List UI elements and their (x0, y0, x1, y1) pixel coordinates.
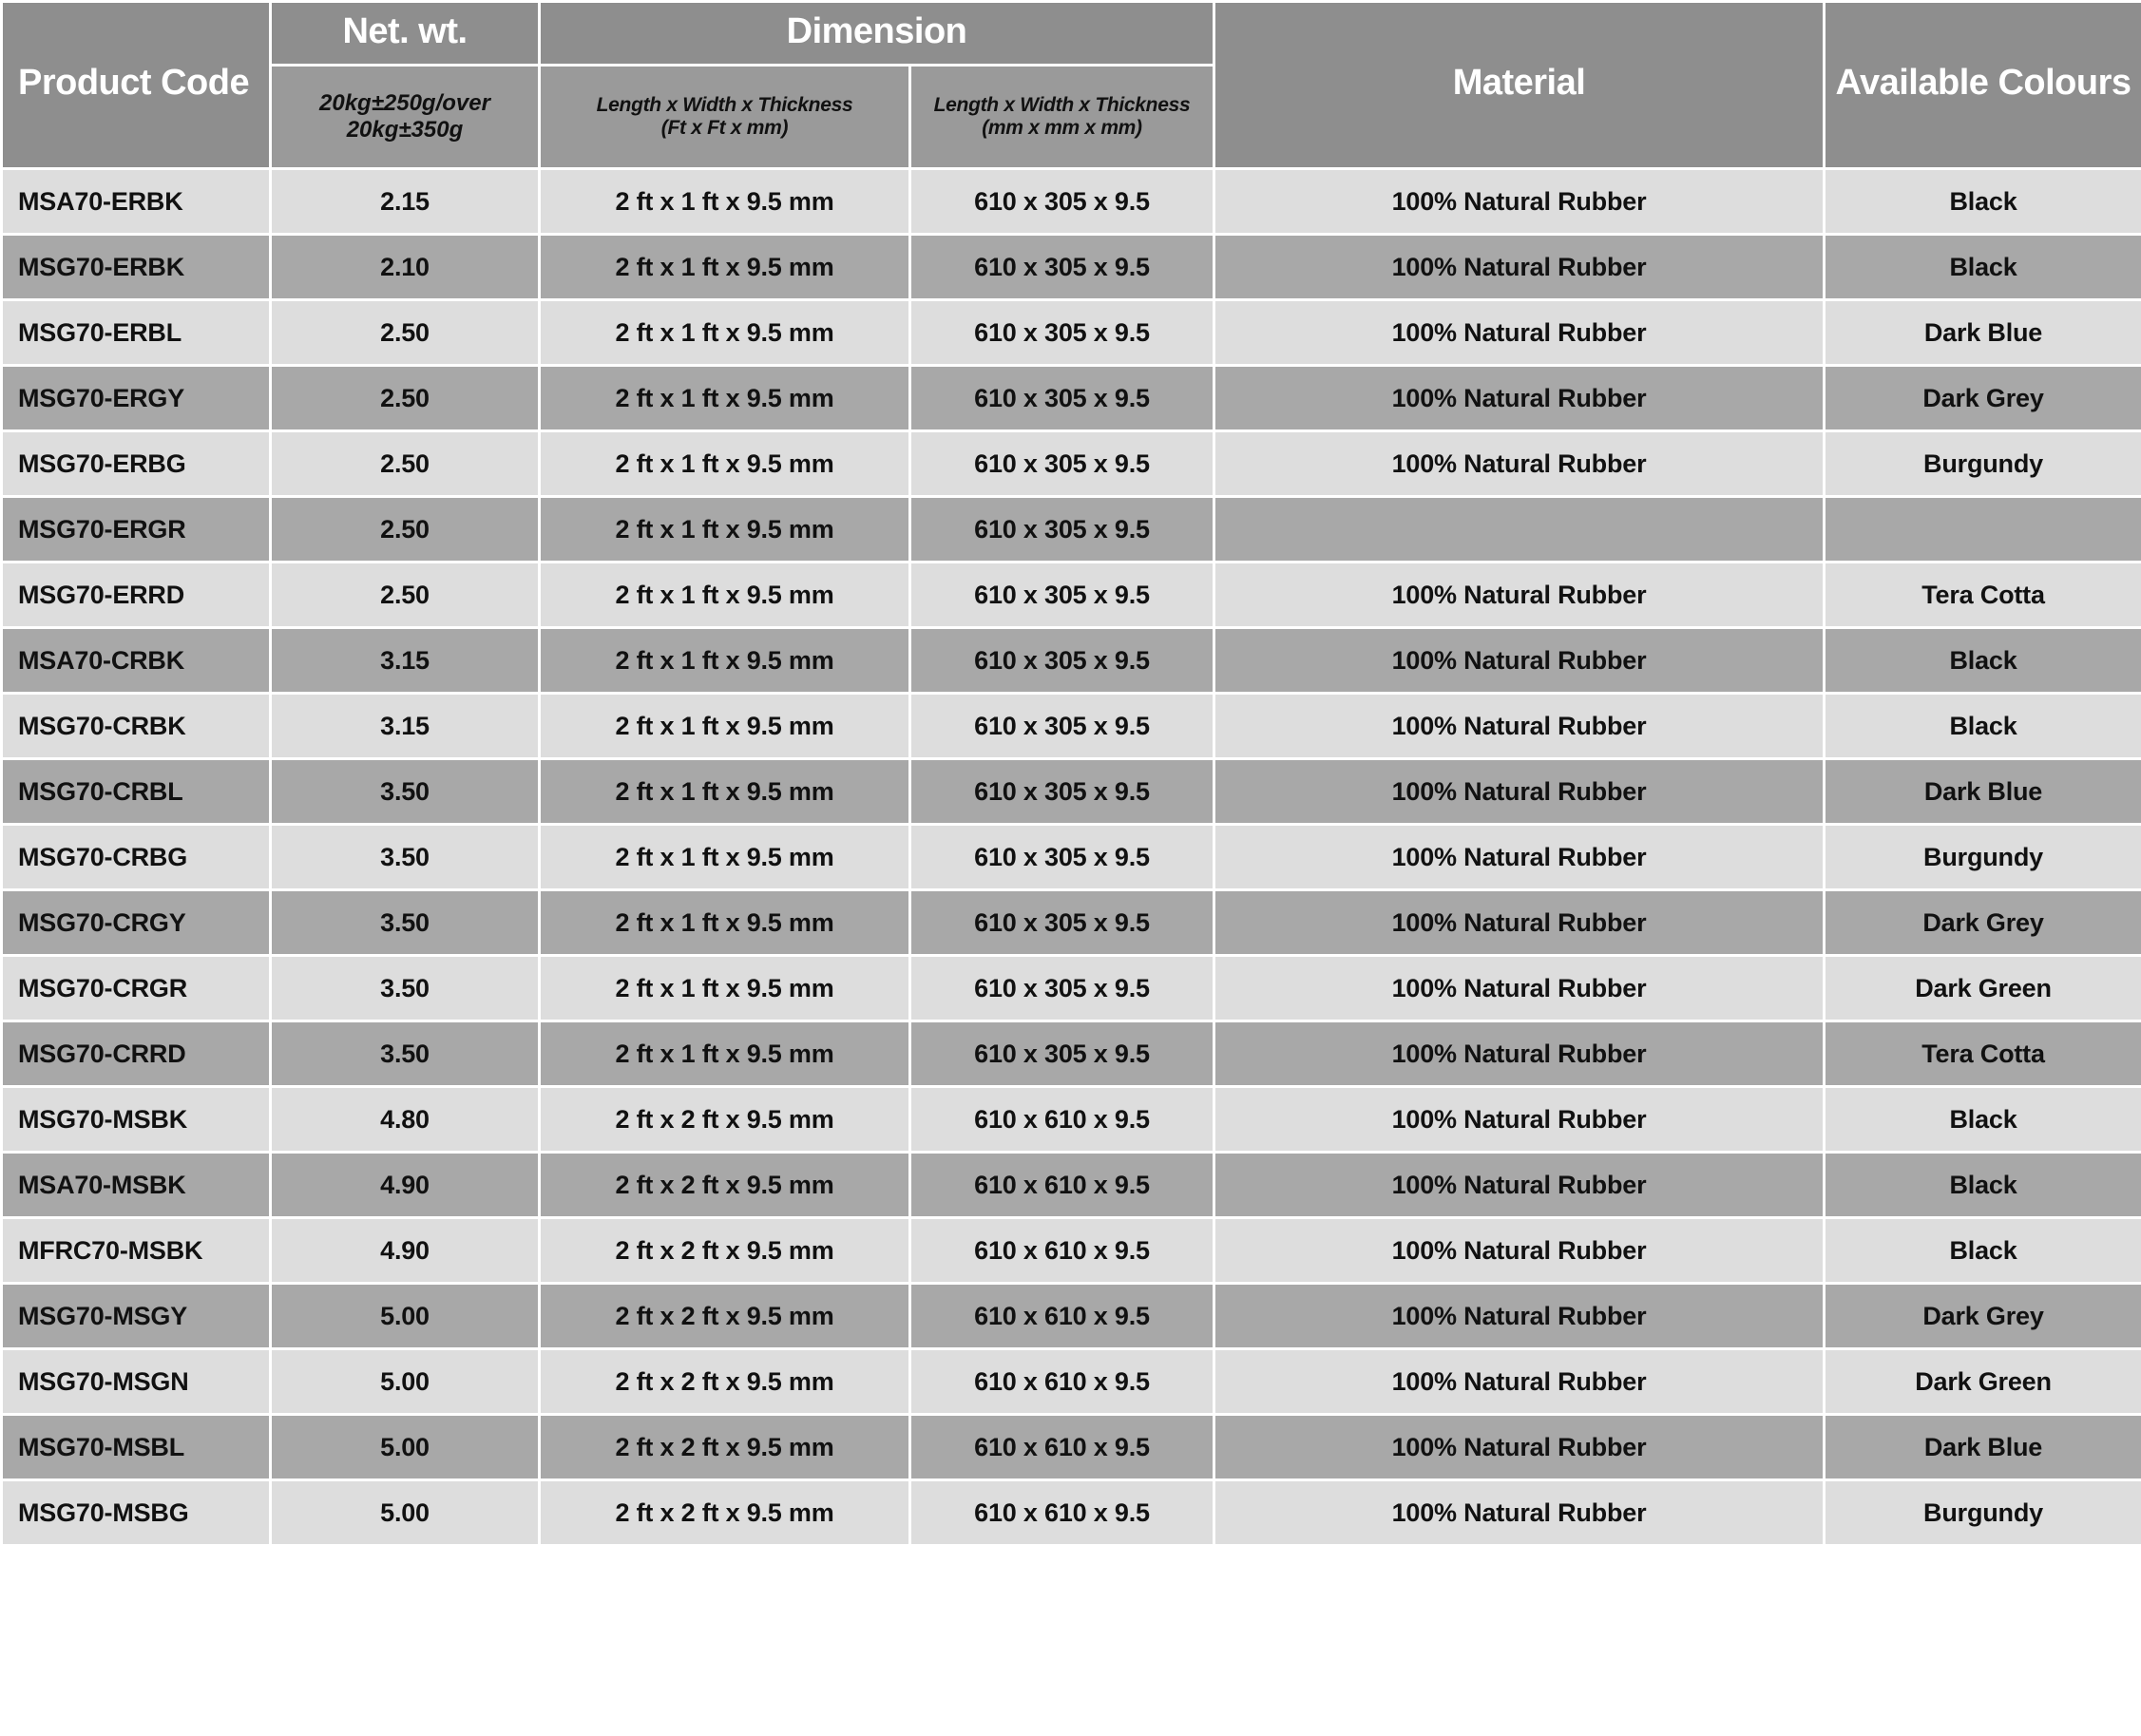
cell-net-wt: 3.50 (271, 890, 540, 956)
cell-product-code: MSG70-ERBK (2, 235, 271, 300)
cell-dimension-mm: 610 x 305 x 9.5 (910, 497, 1214, 563)
table-row (2, 825, 2141, 890)
table-row (2, 1349, 2141, 1415)
cell-available-colour: Black (1825, 1087, 2141, 1153)
cell-material: 100% Natural Rubber (1214, 431, 1825, 497)
cell-dimension-ft: 2 ft x 2 ft x 9.5 mm (540, 1415, 910, 1480)
cell-net-wt: 2.10 (271, 235, 540, 300)
cell-material: 100% Natural Rubber (1214, 628, 1825, 694)
cell-net-wt: 5.00 (271, 1284, 540, 1349)
cell-product-code: MSG70-ERBL (2, 300, 271, 366)
cell-dimension-mm: 610 x 305 x 9.5 (910, 628, 1214, 694)
cell-dimension-mm: 610 x 610 x 9.5 (910, 1087, 1214, 1153)
cell-net-wt: 2.50 (271, 563, 540, 628)
cell-product-code: MSG70-CRBK (2, 694, 271, 759)
table-row (2, 694, 2141, 759)
cell-available-colour: Black (1825, 1218, 2141, 1284)
cell-material: 100% Natural Rubber (1214, 825, 1825, 890)
cell-dimension-ft: 2 ft x 1 ft x 9.5 mm (540, 169, 910, 235)
cell-product-code: MSG70-MSGN (2, 1349, 271, 1415)
cell-material: 100% Natural Rubber (1214, 1415, 1825, 1480)
cell-dimension-mm: 610 x 305 x 9.5 (910, 169, 1214, 235)
column-header-product-code: Product Code (2, 2, 271, 169)
cell-available-colour: Black (1825, 694, 2141, 759)
cell-available-colour: Black (1825, 1153, 2141, 1218)
table-row (2, 300, 2141, 366)
cell-product-code: MSG70-ERGY (2, 366, 271, 431)
table-row (2, 169, 2141, 235)
table-row (2, 1021, 2141, 1087)
subheader-dimension-ft (540, 66, 910, 169)
cell-dimension-mm: 610 x 305 x 9.5 (910, 1021, 1214, 1087)
table-row (2, 563, 2141, 628)
table-row (2, 235, 2141, 300)
cell-dimension-ft: 2 ft x 2 ft x 9.5 mm (540, 1284, 910, 1349)
cell-dimension-ft: 2 ft x 1 ft x 9.5 mm (540, 563, 910, 628)
cell-dimension-ft: 2 ft x 1 ft x 9.5 mm (540, 431, 910, 497)
column-header-available-colours: Available Colours (1825, 2, 2141, 169)
subheader-dimension-mm (910, 66, 1214, 169)
table-body (2, 169, 2141, 1546)
subheader-dimension-mm-line1: Length x Width x Thickness (933, 93, 1191, 116)
cell-product-code: MSG70-ERBG (2, 431, 271, 497)
cell-net-wt: 3.15 (271, 694, 540, 759)
cell-material: 100% Natural Rubber (1214, 1349, 1825, 1415)
cell-material (1214, 497, 1825, 563)
cell-dimension-mm: 610 x 610 x 9.5 (910, 1349, 1214, 1415)
cell-net-wt: 3.50 (271, 956, 540, 1021)
cell-product-code: MSG70-MSBG (2, 1480, 271, 1546)
cell-dimension-mm: 610 x 305 x 9.5 (910, 759, 1214, 825)
cell-dimension-mm: 610 x 305 x 9.5 (910, 563, 1214, 628)
table-row (2, 759, 2141, 825)
cell-product-code: MSG70-CRRD (2, 1021, 271, 1087)
cell-available-colour: Dark Grey (1825, 890, 2141, 956)
cell-available-colour: Dark Blue (1825, 1415, 2141, 1480)
cell-dimension-ft: 2 ft x 2 ft x 9.5 mm (540, 1349, 910, 1415)
cell-material: 100% Natural Rubber (1214, 1284, 1825, 1349)
cell-available-colour: Tera Cotta (1825, 1021, 2141, 1087)
cell-product-code: MSG70-CRGR (2, 956, 271, 1021)
cell-available-colour: Dark Grey (1825, 366, 2141, 431)
cell-available-colour: Dark Green (1825, 1349, 2141, 1415)
cell-product-code: MSG70-CRGY (2, 890, 271, 956)
cell-dimension-ft: 2 ft x 1 ft x 9.5 mm (540, 890, 910, 956)
cell-product-code: MSG70-CRBL (2, 759, 271, 825)
cell-dimension-mm: 610 x 305 x 9.5 (910, 366, 1214, 431)
subheader-dimension-ft-line2: (Ft x Ft x mm) (660, 117, 789, 139)
table-row (2, 956, 2141, 1021)
cell-material: 100% Natural Rubber (1214, 956, 1825, 1021)
cell-net-wt: 3.50 (271, 759, 540, 825)
table-row (2, 1218, 2141, 1284)
cell-dimension-mm: 610 x 610 x 9.5 (910, 1480, 1214, 1546)
cell-product-code: MSG70-ERRD (2, 563, 271, 628)
cell-available-colour: Burgundy (1825, 431, 2141, 497)
column-header-net-wt: Net. wt. (271, 2, 540, 66)
cell-net-wt: 2.50 (271, 366, 540, 431)
cell-dimension-ft: 2 ft x 1 ft x 9.5 mm (540, 628, 910, 694)
cell-dimension-mm: 610 x 305 x 9.5 (910, 890, 1214, 956)
cell-material: 100% Natural Rubber (1214, 1021, 1825, 1087)
cell-product-code: MFRC70-MSBK (2, 1218, 271, 1284)
table-row (2, 890, 2141, 956)
cell-net-wt: 3.50 (271, 1021, 540, 1087)
cell-net-wt: 4.80 (271, 1087, 540, 1153)
cell-dimension-ft: 2 ft x 1 ft x 9.5 mm (540, 235, 910, 300)
cell-material: 100% Natural Rubber (1214, 694, 1825, 759)
cell-net-wt: 2.50 (271, 431, 540, 497)
cell-net-wt: 5.00 (271, 1415, 540, 1480)
cell-product-code: MSG70-MSGY (2, 1284, 271, 1349)
cell-net-wt: 2.50 (271, 497, 540, 563)
cell-dimension-mm: 610 x 305 x 9.5 (910, 956, 1214, 1021)
subheader-net-wt-line2: 20kg±350g (346, 117, 464, 143)
cell-material: 100% Natural Rubber (1214, 1480, 1825, 1546)
cell-material: 100% Natural Rubber (1214, 1087, 1825, 1153)
cell-material: 100% Natural Rubber (1214, 1153, 1825, 1218)
cell-material: 100% Natural Rubber (1214, 366, 1825, 431)
table-row (2, 366, 2141, 431)
cell-dimension-mm: 610 x 305 x 9.5 (910, 235, 1214, 300)
cell-product-code: MSG70-MSBL (2, 1415, 271, 1480)
cell-material: 100% Natural Rubber (1214, 235, 1825, 300)
cell-dimension-ft: 2 ft x 1 ft x 9.5 mm (540, 694, 910, 759)
cell-net-wt: 5.00 (271, 1349, 540, 1415)
table-row (2, 628, 2141, 694)
cell-material: 100% Natural Rubber (1214, 759, 1825, 825)
cell-dimension-ft: 2 ft x 1 ft x 9.5 mm (540, 956, 910, 1021)
cell-available-colour: Black (1825, 628, 2141, 694)
cell-dimension-ft: 2 ft x 1 ft x 9.5 mm (540, 1021, 910, 1087)
cell-product-code: MSG70-ERGR (2, 497, 271, 563)
cell-dimension-mm: 610 x 610 x 9.5 (910, 1415, 1214, 1480)
table-row (2, 1153, 2141, 1218)
table-row (2, 1087, 2141, 1153)
cell-dimension-mm: 610 x 305 x 9.5 (910, 825, 1214, 890)
cell-material: 100% Natural Rubber (1214, 169, 1825, 235)
subheader-net-wt-line1: 20kg±250g/over (319, 90, 490, 117)
cell-material: 100% Natural Rubber (1214, 890, 1825, 956)
cell-dimension-mm: 610 x 610 x 9.5 (910, 1284, 1214, 1349)
cell-net-wt: 5.00 (271, 1480, 540, 1546)
column-header-dimension: Dimension (540, 2, 1214, 66)
cell-net-wt: 3.15 (271, 628, 540, 694)
cell-dimension-ft: 2 ft x 2 ft x 9.5 mm (540, 1153, 910, 1218)
cell-dimension-ft: 2 ft x 1 ft x 9.5 mm (540, 825, 910, 890)
table-row (2, 1284, 2141, 1349)
cell-available-colour: Dark Blue (1825, 300, 2141, 366)
cell-available-colour (1825, 497, 2141, 563)
cell-available-colour: Tera Cotta (1825, 563, 2141, 628)
cell-available-colour: Dark Grey (1825, 1284, 2141, 1349)
cell-available-colour: Black (1825, 169, 2141, 235)
cell-product-code: MSA70-ERBK (2, 169, 271, 235)
table-row (2, 431, 2141, 497)
cell-net-wt: 2.15 (271, 169, 540, 235)
subheader-net-wt (271, 66, 540, 169)
table-row (2, 497, 2141, 563)
cell-dimension-mm: 610 x 305 x 9.5 (910, 694, 1214, 759)
cell-net-wt: 4.90 (271, 1218, 540, 1284)
cell-dimension-ft: 2 ft x 2 ft x 9.5 mm (540, 1087, 910, 1153)
table-row (2, 1480, 2141, 1546)
cell-material: 100% Natural Rubber (1214, 563, 1825, 628)
cell-dimension-ft: 2 ft x 1 ft x 9.5 mm (540, 759, 910, 825)
cell-available-colour: Burgundy (1825, 825, 2141, 890)
column-header-material: Material (1214, 2, 1825, 169)
cell-dimension-ft: 2 ft x 1 ft x 9.5 mm (540, 366, 910, 431)
cell-product-code: MSA70-MSBK (2, 1153, 271, 1218)
subheader-dimension-ft-line1: Length x Width x Thickness (596, 93, 853, 116)
cell-product-code: MSG70-CRBG (2, 825, 271, 890)
cell-dimension-ft: 2 ft x 1 ft x 9.5 mm (540, 497, 910, 563)
cell-available-colour: Burgundy (1825, 1480, 2141, 1546)
cell-material: 100% Natural Rubber (1214, 300, 1825, 366)
table-header (2, 2, 2141, 169)
cell-dimension-ft: 2 ft x 1 ft x 9.5 mm (540, 300, 910, 366)
cell-material: 100% Natural Rubber (1214, 1218, 1825, 1284)
table-row (2, 1415, 2141, 1480)
cell-net-wt: 4.90 (271, 1153, 540, 1218)
cell-dimension-mm: 610 x 305 x 9.5 (910, 431, 1214, 497)
cell-dimension-mm: 610 x 305 x 9.5 (910, 300, 1214, 366)
cell-product-code: MSG70-MSBK (2, 1087, 271, 1153)
cell-net-wt: 2.50 (271, 300, 540, 366)
cell-available-colour: Dark Green (1825, 956, 2141, 1021)
header-row-main (2, 2, 2141, 66)
subheader-dimension-mm-line2: (mm x mm x mm) (982, 117, 1142, 139)
cell-net-wt: 3.50 (271, 825, 540, 890)
cell-dimension-ft: 2 ft x 2 ft x 9.5 mm (540, 1218, 910, 1284)
cell-product-code: MSA70-CRBK (2, 628, 271, 694)
cell-available-colour: Black (1825, 235, 2141, 300)
cell-available-colour: Dark Blue (1825, 759, 2141, 825)
cell-dimension-mm: 610 x 610 x 9.5 (910, 1218, 1214, 1284)
cell-dimension-ft: 2 ft x 2 ft x 9.5 mm (540, 1480, 910, 1546)
cell-dimension-mm: 610 x 610 x 9.5 (910, 1153, 1214, 1218)
